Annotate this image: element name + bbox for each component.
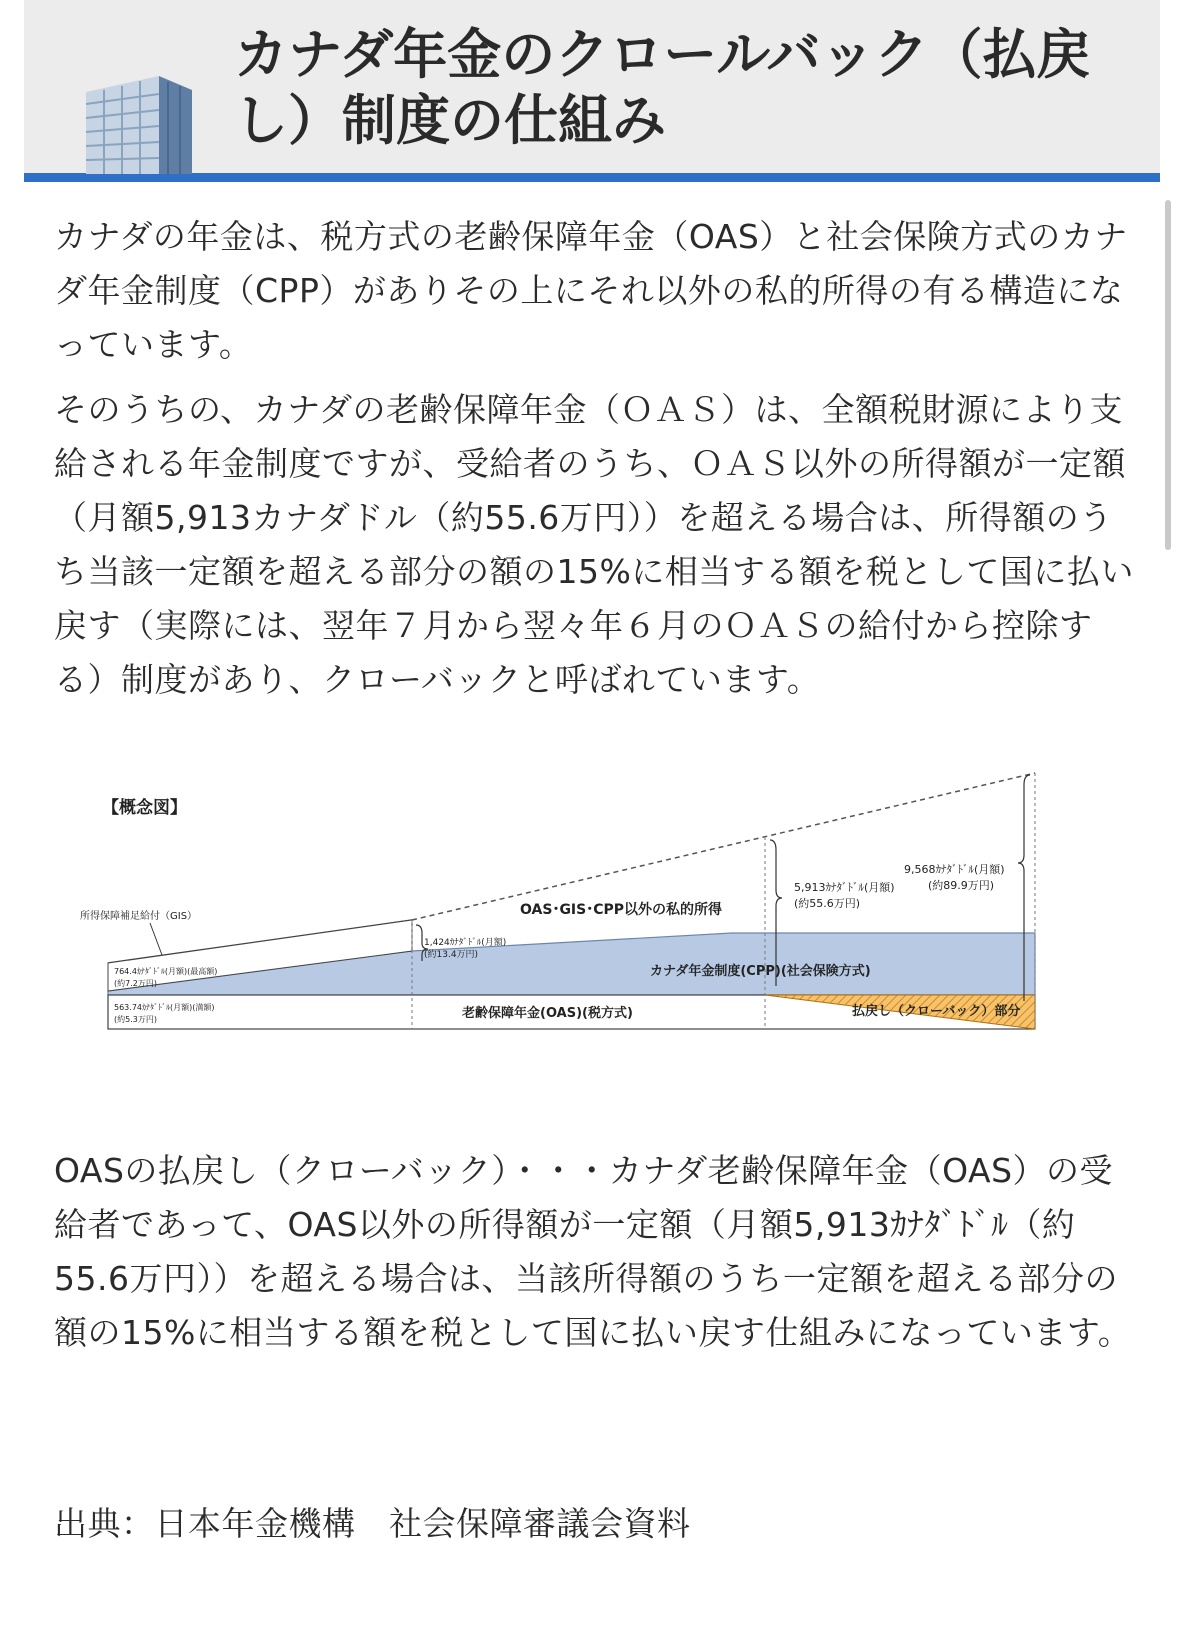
- scrollbar[interactable]: [1165, 200, 1171, 550]
- paragraph-oas: そのうちの、カナダの老齢保障年金（ＯＡＳ）は、全額税財源により支給される年金制度ですが、受給者のうち、ＯＡＳ以外の所得額が一定額（月額5,913カナダドル（約55.6万円））を超える場合は、所得額のうち当該一定額を超える部分の額の15%に相当する額を税として国に払い戻す（実際には、翌年７月から翌々年６月のＯＡＳの給付から控除する）制度があり、クローバックと呼ばれています。: [54, 390, 1134, 699]
- oas-full-label: 563.74ｶﾅﾀﾞﾄﾞﾙ(月額)(満額): [114, 1003, 215, 1012]
- diagram-heading: 【概念図】: [102, 798, 187, 818]
- threshold3-label: 9,568ｶﾅﾀﾞﾄﾞﾙ(月額): [904, 863, 1005, 876]
- concept-diagram: [80, 765, 1090, 1055]
- page-header: [24, 0, 1160, 182]
- gis-max-label: 764.4ｶﾅﾀﾞﾄﾞﾙ(月額)(最高額): [114, 967, 218, 976]
- private-income-label: OAS･GIS･CPP以外の私的所得: [520, 902, 723, 918]
- paragraph-intro: カナダの年金は、税方式の老齢保障年金（OAS）と社会保険方式のカナダ年金制度（CPP）がありその上にそれ以外の私的所得の有る構造になっています。: [54, 217, 1128, 364]
- threshold1-label: 1,424ｶﾅﾀﾞﾄﾞﾙ(月額): [424, 938, 507, 948]
- threshold2-yen: (約55.6万円): [794, 897, 861, 910]
- threshold3-yen: (約89.9万円): [928, 879, 995, 892]
- clawback-label: 払戻し（クローバック）部分: [852, 1004, 1021, 1019]
- source-citation: 出典：日本年金機構 社会保障審議会資料: [54, 1504, 691, 1543]
- threshold1-yen: (約13.4万円): [424, 950, 479, 960]
- paragraph-clawback: OASの払戻し（クローバック）・・・カナダ老齢保障年金（OAS）の受給者であって、OAS以外の所得額が一定額（月額5,913ｶﾅﾀﾞﾄﾞﾙ（約55.6万円））を超える場合は、当該所得額のうち一定額を超える部分の額の15%に相当する額を税として国に払い戻す仕組みになっています。: [54, 1151, 1132, 1352]
- page-title: カナダ年金のクロールバック（払戻し）制度の仕組み: [234, 23, 1091, 152]
- oas-full-yen: (約5.3万円): [114, 1015, 157, 1024]
- gis-max-yen: (約7.2万円): [114, 979, 157, 988]
- cpp-label: カナダ年金制度(CPP)(社会保険方式): [650, 964, 871, 979]
- threshold2-label: 5,913ｶﾅﾀﾞﾄﾞﾙ(月額): [794, 881, 895, 894]
- building-icon: [64, 72, 204, 174]
- gis-label: 所得保障補足給付（GIS）: [80, 911, 198, 922]
- oas-label: 老齢保障年金(OAS)(税方式): [462, 1006, 633, 1021]
